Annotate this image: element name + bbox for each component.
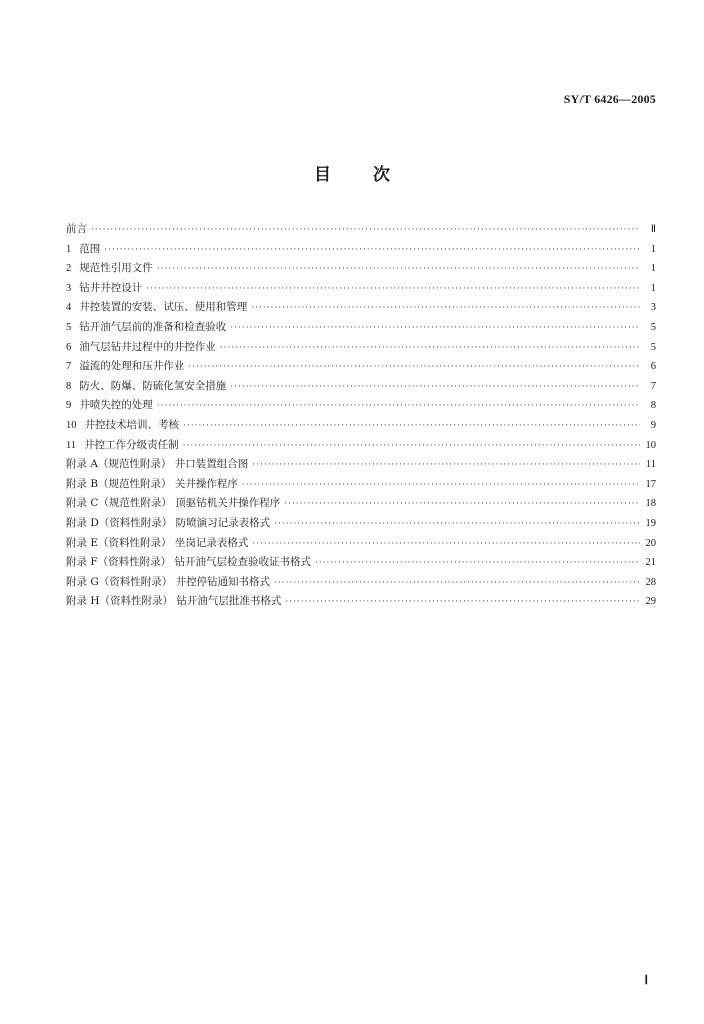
toc-entry[interactable] [66,592,656,612]
toc-entry-number: 6 [66,341,72,353]
toc-entry-number: 10 [66,419,77,431]
toc-dot-leader [188,358,640,378]
toc-dot-leader [252,456,640,476]
toc-dot-leader [157,260,640,280]
toc-entry-number: 9 [66,400,72,412]
toc-dot-leader [183,417,640,437]
toc-entry-label: 溢流的处理和压井作业 [79,360,185,373]
toc-entry[interactable] [66,298,656,318]
toc-entry-label: 附录 A（规范性附录） 井口装置组合图 [66,458,249,471]
toc-dot-leader [91,221,640,241]
toc-entry-label: 附录 G（资料性附录） 井控停钻通知书格式 [66,575,271,588]
toc-entry-number: 3 [66,282,72,294]
toc-entry-label: 附录 H（资料性附录） 钻开油气层批准书格式 [66,595,282,608]
toc-entry-label: 前言 [66,223,87,235]
toc-dot-leader [284,495,640,515]
toc-entry[interactable] [66,338,656,358]
toc-entry[interactable] [66,494,656,514]
toc-entry-label: 井喷失控的处理 [79,399,153,412]
toc-entry-page: 6 [650,361,656,373]
page-title [0,160,704,185]
toc-entry-label: 井控工作分级责任制 [84,438,179,451]
toc-entry[interactable] [66,220,656,240]
toc-entry-number: 8 [66,380,72,392]
toc-entry-number: 4 [66,302,72,314]
toc-entry-number: 2 [66,263,72,275]
toc-entry-page: 20 [645,537,656,549]
toc-entry-page: 3 [650,302,656,314]
toc-entry[interactable] [66,534,656,554]
toc-entry-label: 井控技术培训、考核 [84,418,179,431]
toc-entry-page: 21 [645,557,656,569]
toc-entry[interactable] [66,377,656,397]
toc-entry-page: 29 [645,596,656,608]
toc-entry-label: 附录 D（资料性附录） 防喷演习记录表格式 [66,516,271,529]
table-of-contents [66,220,656,612]
toc-entry[interactable] [66,553,656,573]
toc-entry-page: 1 [650,243,656,255]
toc-dot-leader [251,299,640,319]
toc-entry[interactable] [66,318,656,338]
toc-entry-page: 17 [645,478,656,490]
toc-entry-page: 1 [650,263,656,275]
toc-entry[interactable] [66,475,656,495]
toc-entry-page: 5 [650,341,656,353]
toc-entry[interactable] [66,455,656,475]
toc-entry[interactable] [66,357,656,377]
toc-entry[interactable] [66,514,656,534]
toc-entry-page: 1 [650,282,656,294]
toc-entry[interactable] [66,436,656,456]
toc-entry-page: 5 [650,321,656,333]
toc-dot-leader [230,378,640,398]
toc-dot-leader [146,280,640,300]
toc-entry-page: 7 [650,380,656,392]
toc-entry-label: 附录 E（资料性附录） 坐岗记录表格式 [66,536,249,549]
toc-dot-leader [220,339,640,359]
toc-entry[interactable] [66,573,656,593]
toc-entry[interactable] [66,279,656,299]
toc-entry[interactable] [66,240,656,260]
toc-entry-number: 5 [66,321,72,333]
page-number: Ⅰ [644,973,648,987]
standard-code: SY/T 6426—2005 [563,92,656,106]
toc-entry-label: 附录 F（资料性附录） 钻开油气层检查验收证书格式 [66,556,311,569]
toc-dot-leader [104,241,640,261]
toc-entry-label: 钻开油气层前的准备和检查验收 [79,320,227,333]
toc-entry-page: 18 [645,498,656,510]
toc-entry-label: 钻井井控设计 [79,281,143,294]
title-char-1: 目 [314,165,331,185]
toc-entry[interactable] [66,259,656,279]
toc-entry-page: 9 [650,419,656,431]
toc-entry-label: 油气层钻井过程中的井控作业 [79,340,216,353]
toc-entry-label: 井控装置的安装、试压、使用和管理 [79,301,248,314]
toc-dot-leader [274,515,640,535]
toc-dot-leader [157,397,640,417]
title-char-2: 次 [373,165,390,185]
toc-entry-label: 规范性引用文件 [79,262,153,275]
toc-entry-number: 11 [66,439,77,451]
toc-dot-leader [252,535,640,555]
toc-entry-page: 11 [645,459,656,471]
toc-dot-leader [285,593,640,613]
toc-entry-page: Ⅱ [650,224,656,235]
toc-entry-label: 范围 [79,242,101,255]
toc-entry-label: 附录 B（规范性附录） 关井操作程序 [66,477,238,490]
toc-entry-page: 10 [645,439,656,451]
toc-entry-number: 1 [66,243,72,255]
toc-entry-page: 28 [645,576,656,588]
toc-entry-page: 8 [650,400,656,412]
toc-dot-leader [274,574,640,594]
toc-entry-number: 7 [66,361,72,373]
toc-dot-leader [242,476,640,496]
toc-entry[interactable] [66,416,656,436]
toc-entry[interactable] [66,396,656,416]
toc-dot-leader [183,437,640,457]
toc-entry-label: 防火、防爆、防硫化氢安全措施 [79,379,227,392]
toc-dot-leader [230,319,640,339]
toc-dot-leader [315,554,640,574]
toc-entry-label: 附录 C（规范性附录） 顶驱钻机关井操作程序 [66,497,281,510]
toc-entry-page: 19 [645,517,656,529]
